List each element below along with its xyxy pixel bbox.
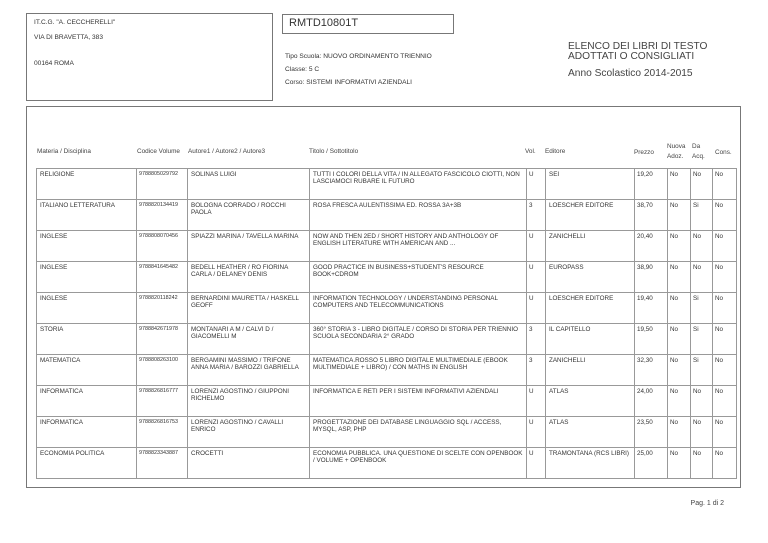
cell-editore: ATLAS bbox=[546, 417, 635, 448]
cell-prezzo: 32,30 bbox=[635, 355, 668, 386]
header-acq: Acq. bbox=[692, 153, 705, 160]
cell-vol: 3 bbox=[527, 355, 546, 386]
header-materia: Materia / Disciplina bbox=[37, 148, 91, 155]
cell-titolo: NOW AND THEN 2ED / SHORT HISTORY AND ANTHOLOGY OF ENGLISH LITERATURE WITH AMERICAN AND ... bbox=[310, 231, 527, 262]
table-row bbox=[37, 386, 737, 417]
cell-nuova: No bbox=[668, 386, 691, 417]
cell-editore: LOESCHER EDITORE bbox=[546, 200, 635, 231]
cell-titolo: MATEMATICA.ROSSO 5 LIBRO DIGITALE MULTIMEDIALE (EBOOK MULTIMEDIALE + LIBRO) / CON MATHS IN ENGLISH bbox=[310, 355, 527, 386]
cell-cons: No bbox=[713, 355, 737, 386]
cell-titolo: PROGETTAZIONE DEI DATABASE LINGUAGGIO SQL / ACCESS, MYSQL, ASP, PHP bbox=[310, 417, 527, 448]
cell-vol: U bbox=[527, 386, 546, 417]
cell-editore: IL CAPITELLO bbox=[546, 324, 635, 355]
cell-materia: RELIGIONE bbox=[37, 169, 137, 200]
cell-autori: SPIAZZI MARINA / TAVELLA MARINA bbox=[188, 231, 310, 262]
cell-cons: No bbox=[713, 417, 737, 448]
cell-vol: U bbox=[527, 231, 546, 262]
table-row bbox=[37, 293, 737, 324]
header-codice: Codice Volume bbox=[137, 148, 180, 155]
table-row bbox=[37, 262, 737, 293]
cell-codice: 9788826816777 bbox=[137, 386, 188, 417]
table-row bbox=[37, 448, 737, 479]
header-autori: Autore1 / Autore2 / Autore3 bbox=[188, 148, 266, 155]
cell-nuova: No bbox=[668, 324, 691, 355]
cell-materia: ITALIANO LETTERATURA bbox=[37, 200, 137, 231]
school-code: RMTD10801T bbox=[282, 14, 454, 34]
school-street: VIA DI BRAVETTA, 383 bbox=[34, 34, 104, 41]
cell-da: No bbox=[691, 231, 713, 262]
cell-da: No bbox=[691, 262, 713, 293]
cell-codice: 9788808263100 bbox=[137, 355, 188, 386]
cell-editore: TRAMONTANA (RCS LIBRI) bbox=[546, 448, 635, 479]
cell-prezzo: 23,50 bbox=[635, 417, 668, 448]
cell-materia: INGLESE bbox=[37, 293, 137, 324]
cell-autori: BERGAMINI MASSIMO / TRIFONE ANNA MARIA / BAROZZI GABRIELLA bbox=[188, 355, 310, 386]
cell-codice: 9788805029792 bbox=[137, 169, 188, 200]
cell-autori: LORENZI AGOSTINO / GIUPPONI RICHELMO bbox=[188, 386, 310, 417]
cell-vol: U bbox=[527, 448, 546, 479]
cell-prezzo: 38,90 bbox=[635, 262, 668, 293]
cell-cons: No bbox=[713, 448, 737, 479]
cell-titolo: ROSA FRESCA AULENTISSIMA ED. ROSSA 3A+3B bbox=[310, 200, 527, 231]
cell-da: Si bbox=[691, 200, 713, 231]
cell-codice: 9788841645482 bbox=[137, 262, 188, 293]
cell-titolo: GOOD PRACTICE IN BUSINESS+STUDENT'S RESOURCE BOOK+CDROM bbox=[310, 262, 527, 293]
cell-vol: 3 bbox=[527, 324, 546, 355]
header-adoz: Adoz. bbox=[667, 153, 684, 160]
cell-codice: 9788823343887 bbox=[137, 448, 188, 479]
cell-cons: No bbox=[713, 386, 737, 417]
cell-editore: ATLAS bbox=[546, 386, 635, 417]
header-vol: Vol. bbox=[525, 148, 536, 155]
cell-autori: SOLINAS LUIGI bbox=[188, 169, 310, 200]
doc-title-line2: ADOTTATI O CONSIGLIATI bbox=[568, 51, 695, 62]
corso: Corso: SISTEMI INFORMATIVI AZIENDALI bbox=[285, 79, 413, 86]
cell-materia: STORIA bbox=[37, 324, 137, 355]
cell-da: No bbox=[691, 417, 713, 448]
cell-nuova: No bbox=[668, 417, 691, 448]
header-cons: Cons. bbox=[715, 149, 732, 156]
cell-titolo: TUTTI I COLORI DELLA VITA / IN ALLEGATO FASCICOLO CIOTTI, NON LASCIAMOCI RUBARE IL FUTURO bbox=[310, 169, 527, 200]
doc-title-line1: ELENCO DEI LIBRI DI TESTO bbox=[568, 41, 708, 52]
cell-cons: No bbox=[713, 324, 737, 355]
table-row bbox=[37, 417, 737, 448]
cell-vol: U bbox=[527, 293, 546, 324]
cell-codice: 9788808070456 bbox=[137, 231, 188, 262]
header-editore: Editore bbox=[545, 148, 566, 155]
cell-materia: ECONOMIA POLITICA bbox=[37, 448, 137, 479]
cell-cons: No bbox=[713, 262, 737, 293]
cell-prezzo: 25,00 bbox=[635, 448, 668, 479]
cell-autori: LORENZI AGOSTINO / CAVALLI ENRICO bbox=[188, 417, 310, 448]
cell-nuova: No bbox=[668, 262, 691, 293]
cell-materia: INGLESE bbox=[37, 262, 137, 293]
cell-materia: INGLESE bbox=[37, 231, 137, 262]
cell-autori: MONTANARI A M / CALVI D / GIACOMELLI M bbox=[188, 324, 310, 355]
cell-nuova: No bbox=[668, 169, 691, 200]
cell-nuova: No bbox=[668, 293, 691, 324]
cell-prezzo: 19,50 bbox=[635, 324, 668, 355]
cell-codice: 9788820118242 bbox=[137, 293, 188, 324]
classe: Classe: 5 C bbox=[285, 66, 320, 73]
cell-prezzo: 19,40 bbox=[635, 293, 668, 324]
cell-da: No bbox=[691, 386, 713, 417]
cell-editore: ZANICHELLI bbox=[546, 231, 635, 262]
cell-materia: INFORMATICA bbox=[37, 386, 137, 417]
cell-nuova: No bbox=[668, 355, 691, 386]
cell-nuova: No bbox=[668, 231, 691, 262]
cell-editore: ZANICHELLI bbox=[546, 355, 635, 386]
cell-da: Si bbox=[691, 324, 713, 355]
school-city: 00164 ROMA bbox=[34, 60, 74, 67]
school-name: IT.C.G. "A. CECCHERELLI" bbox=[34, 19, 116, 26]
cell-vol: U bbox=[527, 169, 546, 200]
table-row bbox=[37, 324, 737, 355]
header-da: Da bbox=[692, 143, 701, 150]
table-row bbox=[37, 231, 737, 262]
cell-cons: No bbox=[713, 200, 737, 231]
cell-prezzo: 20,40 bbox=[635, 231, 668, 262]
cell-prezzo: 24,00 bbox=[635, 386, 668, 417]
header-nuova: Nuova bbox=[667, 143, 686, 150]
cell-codice: 9788826816753 bbox=[137, 417, 188, 448]
books-table bbox=[36, 168, 737, 479]
cell-cons: No bbox=[713, 293, 737, 324]
cell-prezzo: 38,70 bbox=[635, 200, 668, 231]
header-prezzo: Prezzo bbox=[634, 149, 654, 156]
cell-prezzo: 19,20 bbox=[635, 169, 668, 200]
cell-vol: 3 bbox=[527, 200, 546, 231]
school-year: Anno Scolastico 2014-2015 bbox=[568, 68, 693, 79]
table-row bbox=[37, 355, 737, 386]
table-row bbox=[37, 200, 737, 231]
header-titolo: Titolo / Sottotitolo bbox=[309, 148, 359, 155]
cell-nuova: No bbox=[668, 200, 691, 231]
cell-autori: BEDELL HEATHER / RO FIORINA CARLA / DELANEY DENIS bbox=[188, 262, 310, 293]
cell-nuova: No bbox=[668, 448, 691, 479]
cell-cons: No bbox=[713, 231, 737, 262]
cell-da: No bbox=[691, 169, 713, 200]
cell-titolo: 360° STORIA 3 - LIBRO DIGITALE / CORSO DI STORIA PER TRIENNIO SCUOLA SECONDARIA 2° GRADO bbox=[310, 324, 527, 355]
cell-da: Si bbox=[691, 293, 713, 324]
cell-materia: MATEMATICA bbox=[37, 355, 137, 386]
cell-autori: BOLOGNA CORRADO / ROCCHI PAOLA bbox=[188, 200, 310, 231]
cell-editore: LOESCHER EDITORE bbox=[546, 293, 635, 324]
cell-titolo: INFORMATION TECHNOLOGY / UNDERSTANDING PERSONAL COMPUTERS AND TELECOMMUNICATIONS bbox=[310, 293, 527, 324]
cell-titolo: ECONOMIA PUBBLICA. UNA QUESTIONE DI SCELTE CON OPENBOOK / VOLUME + OPENBOOK bbox=[310, 448, 527, 479]
tipo-scuola: Tipo Scuola: NUOVO ORDINAMENTO TRIENNIO bbox=[285, 53, 432, 60]
cell-editore: EUROPASS bbox=[546, 262, 635, 293]
cell-autori: CROCETTI bbox=[188, 448, 310, 479]
cell-autori: BERNARDINI MAURETTA / HASKELL GEOFF bbox=[188, 293, 310, 324]
cell-titolo: INFORMATICA E RETI PER I SISTEMI INFORMATIVI AZIENDALI bbox=[310, 386, 527, 417]
cell-vol: U bbox=[527, 262, 546, 293]
page-number: Pag. 1 di 2 bbox=[690, 500, 724, 507]
cell-da: Si bbox=[691, 355, 713, 386]
cell-cons: No bbox=[713, 169, 737, 200]
cell-codice: 9788842671978 bbox=[137, 324, 188, 355]
cell-materia: INFORMATICA bbox=[37, 417, 137, 448]
cell-da: No bbox=[691, 448, 713, 479]
cell-codice: 9788820134419 bbox=[137, 200, 188, 231]
cell-vol: U bbox=[527, 417, 546, 448]
table-row bbox=[37, 169, 737, 200]
cell-editore: SEI bbox=[546, 169, 635, 200]
